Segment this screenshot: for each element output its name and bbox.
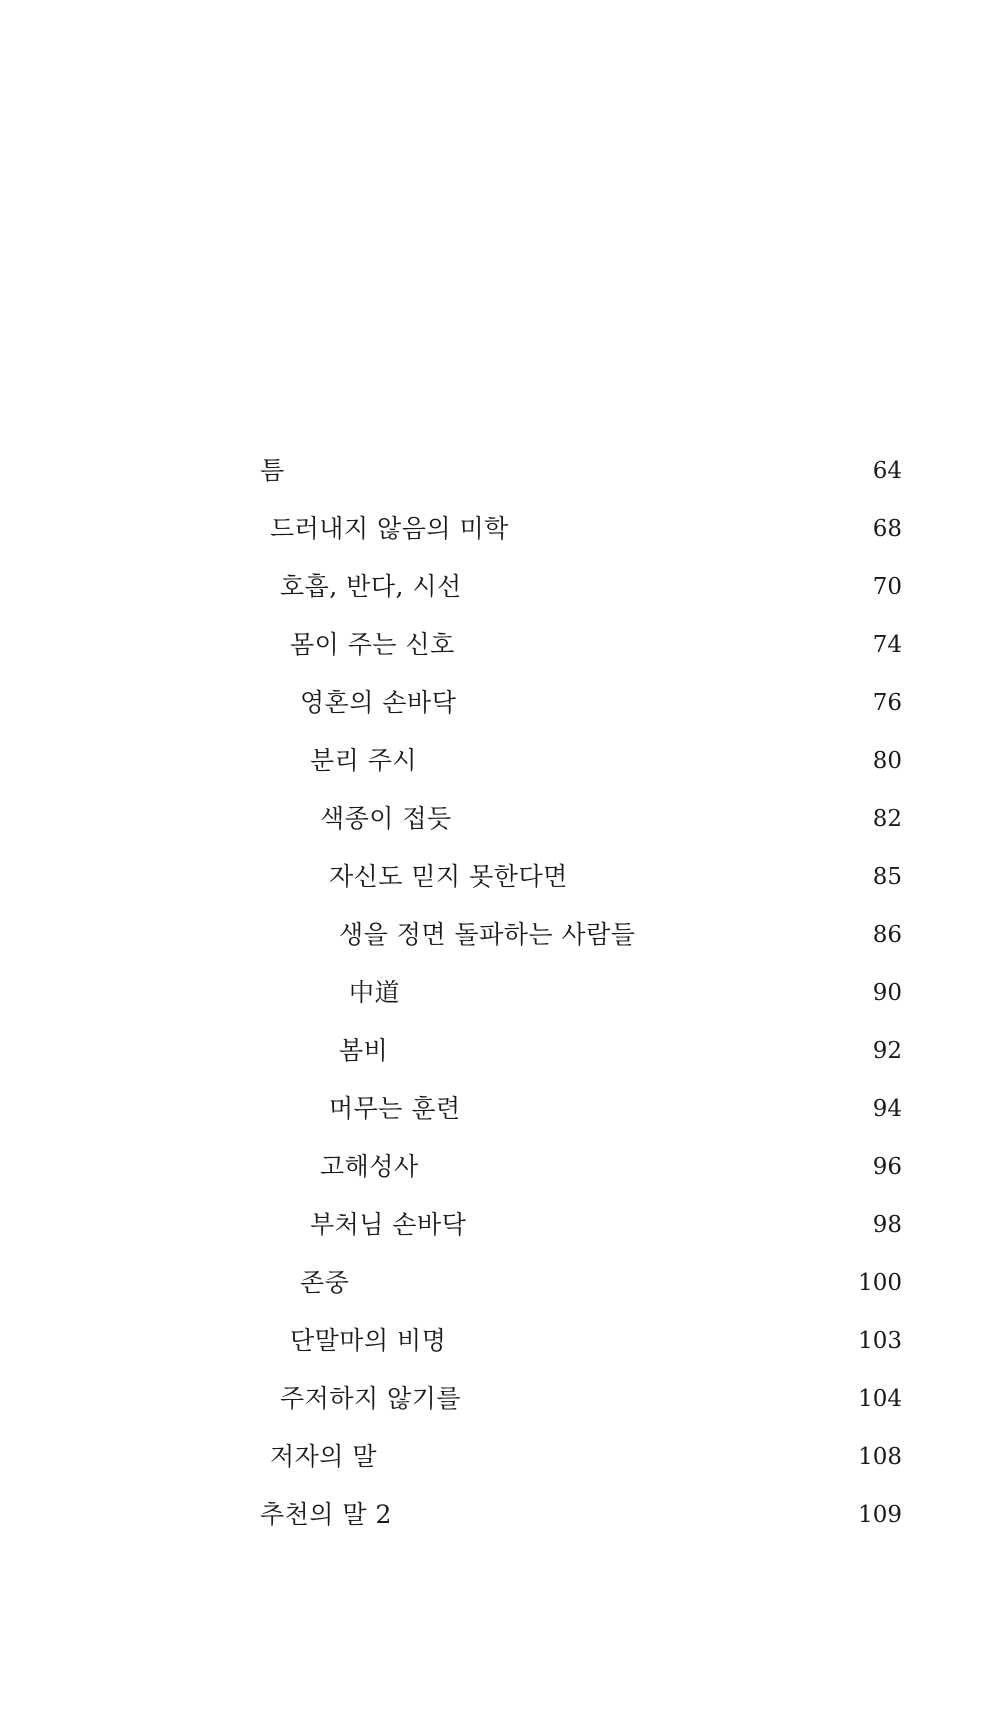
- toc-entry-title: 생을 정면 돌파하는 사람들: [339, 920, 636, 949]
- toc-entry: [0, 1263, 1000, 1303]
- toc-entry: [0, 625, 1000, 665]
- toc-entry-page: 80: [872, 748, 902, 774]
- toc-entry-title: 고해성사: [320, 1152, 419, 1181]
- toc-entry: [0, 509, 1000, 549]
- toc-entry-title: 저자의 말: [270, 1442, 378, 1471]
- toc-entry-title: 영혼의 손바닥: [300, 688, 457, 717]
- toc-entry: [0, 973, 1000, 1013]
- toc-entry: [0, 1205, 1000, 1245]
- toc-entry: [0, 741, 1000, 781]
- toc-entry-title: 호흡, 반다, 시선: [280, 572, 462, 601]
- toc-entry: [0, 451, 1000, 491]
- toc-entry-page: 76: [872, 690, 902, 716]
- toc-entry-page: 100: [858, 1270, 902, 1296]
- toc-entry-page: 108: [858, 1444, 902, 1470]
- toc-entry: [0, 567, 1000, 607]
- toc-entry-page: 70: [872, 574, 902, 600]
- toc-entry-page: 98: [872, 1212, 902, 1238]
- toc-entry: [0, 857, 1000, 897]
- toc-entry: [0, 1437, 1000, 1477]
- toc-entry: [0, 799, 1000, 839]
- toc-entry-title: 존중: [300, 1268, 350, 1297]
- toc-entry: [0, 1321, 1000, 1361]
- toc-entry: [0, 1379, 1000, 1419]
- toc-entry-page: 96: [872, 1154, 902, 1180]
- toc-entry-title: 추천의 말 2: [260, 1500, 392, 1529]
- toc-entry-page: 103: [858, 1328, 902, 1354]
- toc-entry-title: 부처님 손바닥: [310, 1210, 467, 1239]
- toc-entry: [0, 1089, 1000, 1129]
- toc-entry-page: 64: [872, 458, 902, 484]
- toc-entry: [0, 1031, 1000, 1071]
- toc-entry-page: 104: [858, 1386, 902, 1412]
- toc-entry-page: 109: [858, 1502, 902, 1528]
- toc-entry: [0, 1495, 1000, 1535]
- toc-entry-page: 90: [872, 980, 902, 1006]
- toc-entry-title: 머무는 훈련: [329, 1094, 461, 1123]
- toc-entry-title: 봄비: [339, 1036, 389, 1065]
- toc-entry-title: 단말마의 비명: [290, 1326, 447, 1355]
- toc-entry-title: 中道: [349, 978, 401, 1007]
- toc-entry-page: 85: [872, 864, 902, 890]
- toc-entry-title: 자신도 믿지 못한다면: [329, 862, 568, 891]
- toc-entry-page: 68: [872, 516, 902, 542]
- toc-entry-page: 82: [872, 806, 902, 832]
- toc-entry: [0, 683, 1000, 723]
- toc-entry-title: 몸이 주는 신호: [290, 630, 455, 659]
- toc-entry-page: 74: [872, 632, 902, 658]
- toc-entry-page: 94: [872, 1096, 902, 1122]
- toc-entry-title: 분리 주시: [310, 746, 418, 775]
- toc-entry: [0, 915, 1000, 955]
- toc-entry-title: 주저하지 않기를: [280, 1384, 461, 1413]
- toc-entry-page: 92: [872, 1038, 902, 1064]
- toc-entry-title: 색종이 접듯: [320, 804, 452, 833]
- toc-entry-page: 86: [872, 922, 902, 948]
- toc-entry: [0, 1147, 1000, 1187]
- toc-entry-title: 틈: [260, 456, 285, 485]
- toc-entry-title: 드러내지 않음의 미학: [270, 514, 509, 543]
